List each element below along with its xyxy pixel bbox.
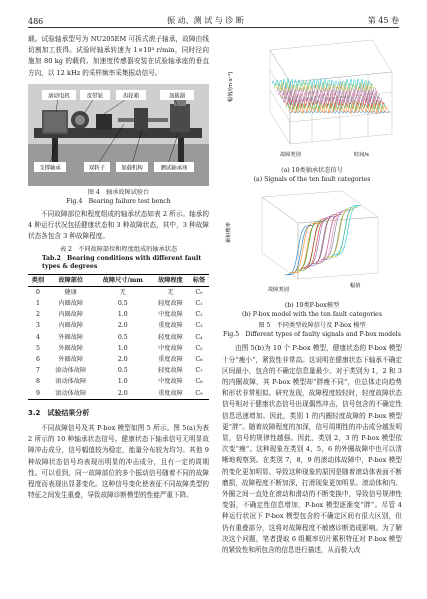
fig5b-caption-cn: (b) 10类P-box模型 [284, 302, 340, 310]
cell: 3 [35, 322, 40, 330]
cell: 滚动体故障 [55, 378, 87, 386]
right-column [222, 34, 402, 556]
cell: 2 [35, 311, 40, 319]
label-gearbox: 齿轮箱 [122, 93, 140, 100]
cell: 7 [35, 367, 40, 375]
label-support-bearing: 支撑轴承 [39, 165, 61, 172]
cell: 内圈故障 [58, 311, 84, 319]
cell: 0.5 [117, 367, 128, 375]
figure-4-caption-en: Fig.4 Bearing failure test bench [66, 197, 171, 205]
cell: 6 [35, 356, 40, 364]
table-row [28, 298, 209, 309]
cell: 无 [167, 288, 174, 296]
table-row [28, 286, 209, 298]
cell: 4 [35, 333, 40, 341]
paragraph-bearing-states: 不同故障部位和程度组成的轴承状态如表 2 所示。轴承的 4 种运行状况包括健康状态和 3 种故障状态，其中，3 种故障状态各包含 3 种故障程度。 [28, 209, 209, 241]
cell: 无 [119, 288, 126, 296]
table-row [28, 343, 209, 354]
cell: 9 [35, 389, 40, 397]
cell: 重度故障 [158, 356, 183, 364]
table-row [28, 332, 209, 343]
left-column [28, 34, 209, 502]
fig5b-zaxis-label: 累积概率 [226, 222, 232, 244]
cell: 外圈故障 [58, 356, 84, 364]
figure-5-caption-cn: 图 5 不同类型故障信号及 P-box 模型 [258, 322, 366, 330]
table-row [28, 388, 209, 400]
figure-5-caption-en: Fig.5 Different types of faulty signals and P-box models [223, 331, 401, 339]
label-test-bearing-seat: 测试轴承座 [160, 165, 188, 172]
cell: 2.0 [117, 389, 128, 397]
cell: 轻度故障 [158, 333, 183, 341]
col-header-location: 故障部位 [58, 276, 84, 284]
cell: 2.0 [117, 322, 128, 330]
table-header-row [28, 274, 209, 286]
fig5a-caption-en: (a) Signals of the ten fault categories [253, 176, 371, 184]
cell: 5 [35, 344, 40, 352]
table-2-caption-cn: 表 2 不同故障部位和程度组成的轴承状态 [59, 246, 178, 254]
pbox-bound-curve [327, 208, 353, 258]
table-2-caption [28, 246, 209, 271]
cell: 1.0 [117, 311, 128, 319]
cell: C₁ [195, 300, 203, 308]
cell: C₆ [195, 356, 203, 364]
col-header-label: 标签 [192, 276, 206, 284]
cell: 中度故障 [158, 378, 183, 386]
cell: C₅ [195, 344, 203, 352]
running-header [28, 14, 399, 26]
cell: 2.0 [117, 356, 128, 364]
table-row [28, 354, 209, 365]
cell: 重度故障 [158, 322, 183, 330]
paragraph-test-setup: 载。试验轴承型号为 NU205EM 可拆式滚子轴承，故障由线切割加工获得。试验时轴承转速为 1×10³ r/min，同时径向施加 80 kg 的载荷。加速度传感器安装在试验轴承座的垂直方向，以 12 kHz 的采样频率采集振动信号。 [28, 35, 209, 77]
cell: C₈ [195, 378, 203, 386]
cell: 1.0 [117, 378, 128, 386]
journal-name: 振 动、测 试 与 诊 断 [167, 16, 244, 25]
fig5a-zaxis-label: 幅值/(m·s⁻²) [228, 71, 234, 102]
pbox-bound-curve [295, 221, 321, 271]
cell: C₃ [195, 322, 203, 330]
test-bench-photo [28, 84, 209, 186]
table-row [28, 376, 209, 387]
cell: C₀ [195, 288, 203, 296]
label-pulley: 皮带轮 [86, 93, 104, 100]
paragraph-pbox-analysis: 由图 5(b)为 10 个 P-box 模型，健康状态的 P-box 模型十分“瘦小”，紧致性非常高。这说明在健康状态下轴承不确定区间最小，包含的不确定信息量最少。对于类别为 1，2 和 3 的内圈故障，其 P-box 模型却“胖瘦不同”，但总体走向趋势和形状非常相似。研究发现，故障程度较轻时，轻度故障状态信号相对于健康状态信号出现偶然冲击，信号包含的不确定性信息迅速增加。因此，类别 1 的内圈轻度故障的 P-box 模型更“胖”。随着故障程度的加深，信号周期性的冲击成分越发明显，信号的规律性越强。因此，类别 2，3 的 P-box 模型依次变“瘦”。这种现象在类别 4，5，6 的外圈故障中也可以清晰地观察到。在类别 7，8，9 的滚动体故障中，P-box 模型的变化更加明显。导致这种现象的原因是随着滚动体表面不断磨损，故障程度不断加深，打滑现象更加明显。滚动体和内、外圈之间一直处在滚动和滑动的不断变换中，导致信号规律性变弱，不确定性信息增加，P-box 模型逐渐变“胖”。尽管 4 种运行状况下 P-box 模型包含的不确定区间有很大区别，但仍有重叠部分，这将对故障程度不敏感诊断造成影响。为了解决这个问题，笔者提取 6 组概率切片累积特征对 P-box 模型的紧致性和所包含的信息进行描述，从而极大改 [222, 344, 402, 555]
col-header-category: 类别 [31, 276, 45, 284]
cell: 内圈故障 [58, 300, 84, 308]
cell: 0 [35, 288, 40, 296]
cell: C₄ [195, 333, 203, 341]
cell: C₉ [195, 389, 203, 397]
table-2-caption-en: Tab.2 Bearing conditions with different fault types & degrees [42, 254, 202, 271]
fig5b-yaxis-label: 幅值 [350, 283, 361, 290]
pbox-bound-curve [335, 206, 361, 256]
table-row [28, 365, 209, 376]
cell: 1.0 [117, 344, 128, 352]
cell: 健康 [64, 288, 77, 296]
fig5b-xaxis-label: 故障类别 [268, 287, 289, 294]
table-row [28, 320, 209, 331]
cell: 1 [35, 300, 40, 308]
cell: 滚动体故障 [55, 389, 87, 397]
label-motor: 滚动电机 [48, 93, 70, 100]
figure-4 [28, 84, 209, 206]
label-loading-mechanism: 加载机构 [121, 165, 143, 172]
figure-5b-pbox-3d [222, 187, 402, 297]
cell: 滚动体故障 [55, 367, 87, 375]
page-number: 486 [28, 17, 44, 26]
cell: 外圈故障 [58, 333, 84, 341]
cell: 轻度故障 [158, 367, 183, 375]
cell: C₂ [195, 311, 203, 319]
header-rule [28, 27, 399, 28]
table-2 [28, 274, 209, 400]
cell: 中度故障 [158, 344, 183, 352]
cell: C₇ [195, 367, 203, 375]
volume-number: 第 45 卷 [367, 16, 399, 25]
fig5a-yaxis-label: 故障类别 [280, 152, 301, 158]
figure-4-caption-cn: 图 4 轴承故障试验台 [87, 188, 150, 196]
table-row [28, 309, 209, 320]
label-loader: 加载器 [168, 93, 186, 100]
fig5b-caption-en: (b) P-box model with the ten fault categories [241, 311, 383, 319]
col-header-size: 故障尺寸/mm [102, 276, 143, 284]
cell: 重度故障 [158, 389, 183, 397]
test-bench-illustration [28, 84, 209, 186]
section-heading: 3.2 试验结果分析 [28, 408, 90, 417]
cell: 内圈故障 [58, 322, 84, 330]
cell: 8 [35, 378, 40, 386]
pbox-bound-curve [311, 214, 337, 264]
paragraph-results: 不同故障信号及其 P-box 模型如图 5 所示。图 5(a)为表 2 所示的 10 种轴承状态信号。健康状态下轴承信号无明显故障冲击成分，信号幅值较为稳定，能量分布较为均匀。其他 9 种故障状态信号均表现出明显的冲击成分，且有一定的周期性。可以看到，同一故障部位的多个振动信号随着不同的故障程度而表现出显著变化。这种信号变化使表征不同故障类型的特征之间发生重叠，导致故障诊断模型的性能严重下降。 [28, 424, 209, 500]
figure-5a-signals-3d [222, 34, 402, 162]
cell: 0.5 [117, 300, 128, 308]
fig5a-caption-cn: (a) 10类轴承状态信号 [281, 167, 343, 175]
cell: 中度故障 [158, 311, 183, 319]
cell: 外圈故障 [58, 344, 84, 352]
fig5a-xaxis-label: 时间/s [354, 152, 369, 158]
label-double-rotor: 双转子 [88, 165, 106, 172]
figure-5 [222, 34, 402, 339]
col-header-degree: 故障程度 [158, 276, 183, 284]
cell: 0.5 [117, 333, 128, 341]
cell: 轻度故障 [158, 300, 183, 308]
